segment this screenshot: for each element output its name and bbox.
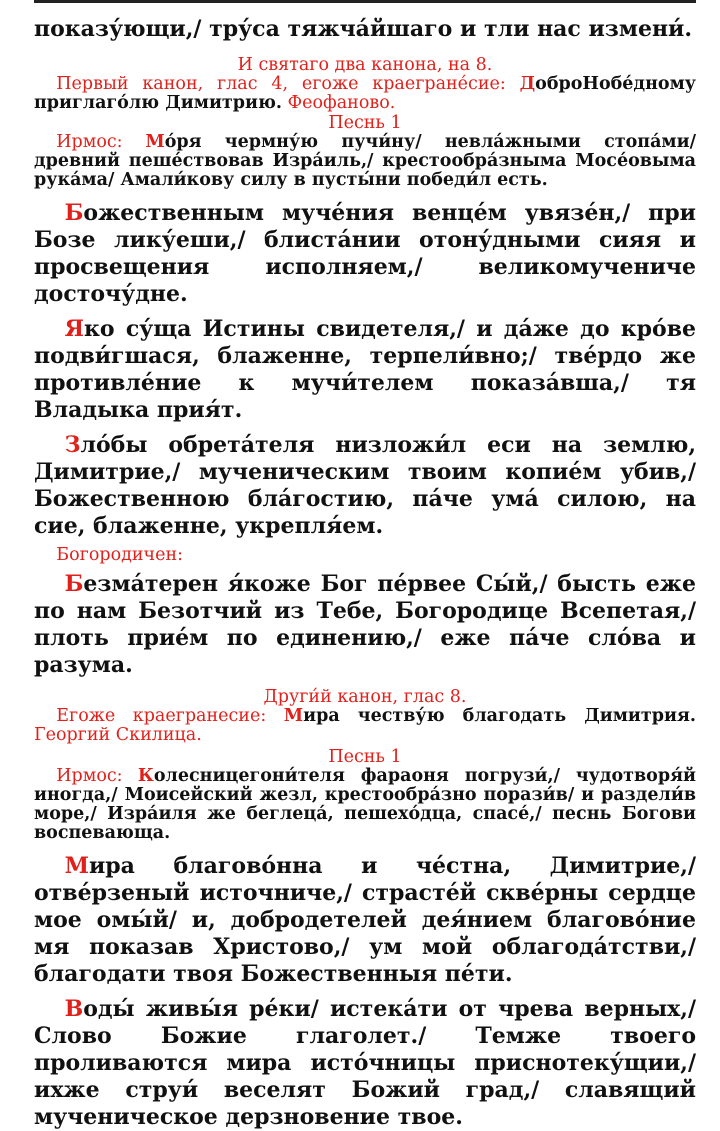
canon1-irmos-text: о́ря чермну́ю пучи́ну/ невла́жными стопа́ми/ древний пеше́ствовав Изра́иль,/ крестообра́зныма Мосе́овыма рука́ма/ Амали́кову силу в пусты́ни победи́л есть. xyxy=(34,132,696,190)
troparion-text: оды́ живы́я ре́ки/ истека́ти от чрева верных,/ Слово Божие глаголет./ Темже твоего проливаются мира исто́чницы приснотеку́щии,/ ихже струи́ веселят Божий град,/ славящий мученическое дерзновение твое. xyxy=(34,996,696,1130)
canon1-irmos-label: Ирмос: xyxy=(56,132,123,152)
canon2-author: Георгий Скилица. xyxy=(34,725,202,745)
troparion-initial: В xyxy=(64,996,84,1022)
canon2-troparion-2 xyxy=(34,996,696,1131)
troparion-text: ко су́ща Истины свидетеля,/ и да́же до кро́ве подви́гшася, блаженне, терпели́вно;/ тве́рдо же противле́ние к мучи́телем показа́вша,/ тя Владыка прия́т. xyxy=(34,316,696,423)
page-text xyxy=(34,0,696,1131)
canon2-label: Егоже краегранесие: xyxy=(56,706,267,726)
troparion-text: ло́бы обрета́теля низложи́л еси на землю, Димитрие,/ мученическим твоим копие́м убив,/ Божественною бла́гостию, па́че ума́ силою, на сие, блаженне, укрепля́ем. xyxy=(34,432,696,539)
canon2-irmos-text: олесницегони́теля фараоня погрузи́,/ чудотворя́й иногда,/ Моисейский жезл, крестообра́зно порази́в/ и раздели́в море,/ Изра́иля же беглеца́, пешехо́дца, спасе́,/ песнь Богови воспевающа. xyxy=(34,766,696,843)
theotokion-text: езма́терен я́коже Бог пе́рвее Сы́й,/ бысть еже по нам Безотчий из Тебе, Богородице Всепетая,/ плоть прие́м по единению,/ еже па́че сло́ва и разума. xyxy=(34,571,696,678)
troparion-initial: Б xyxy=(64,200,84,226)
canon1-irmos-initial: М xyxy=(145,132,165,152)
canon2-irmos-label: Ирмос: xyxy=(56,766,123,786)
canon1-troparion-1 xyxy=(34,200,696,308)
heading-two-canons: И святаго два канона, на 8. xyxy=(237,55,493,75)
theotokion-initial: Б xyxy=(64,571,84,597)
canon2-acrostic: ира честву́ю благодать Димитрия. xyxy=(303,706,696,726)
canon1-irmos xyxy=(34,133,696,190)
canon2-heading: Други́й канон, глас 8. xyxy=(263,687,467,707)
canon1-acrostic-initial: Д xyxy=(519,74,536,94)
theotokion xyxy=(34,571,696,679)
troparion-initial: М xyxy=(64,853,89,879)
canon2-irmos xyxy=(34,767,696,843)
canon2-title xyxy=(34,707,696,745)
canon2-acrostic-initial: М xyxy=(283,706,304,726)
troparion-text: ожественным муче́ния венце́м увязе́н,/ при Бозе лику́еши,/ блиста́нии отону́дными сияя и просвещения исполняем,/ великомучениче досточу́дне. xyxy=(34,200,696,307)
canon2-troparion-1 xyxy=(34,853,696,988)
troparion-text: ира благово́нна и че́стна, Димитрие,/ отве́рзеный источниче,/ страсте́й скве́рны сердце мое омы́й/ и, добродетелей дея́нием благово́ние мя показав Христово,/ ум мой облагода́тстви,/ благодати твоя Божественныя пе́ти. xyxy=(34,853,696,987)
canon1-troparion-3 xyxy=(34,432,696,540)
canon2-ode: Песнь 1 xyxy=(328,747,402,767)
continuation-text: показу́ющи,/ тру́са тяжча́йшаго и тли нас измени́. xyxy=(34,16,693,42)
troparion-initial: Я xyxy=(64,316,85,342)
troparion-initial: З xyxy=(64,432,81,458)
canon1-acrostic: оброНобе́дному приглаго́лю Димитрию. xyxy=(34,74,696,113)
canon1-troparion-2 xyxy=(34,316,696,424)
canon1-ode: Песнь 1 xyxy=(328,113,402,133)
canon1-label: Первый канон, глас 4, егоже краегране́сие: xyxy=(56,74,506,94)
canon2-irmos-initial: К xyxy=(137,766,154,786)
canon1-title xyxy=(34,75,696,113)
canon1-author: Феофаново. xyxy=(287,93,396,113)
theotokion-label: Богородичен: xyxy=(56,545,184,565)
